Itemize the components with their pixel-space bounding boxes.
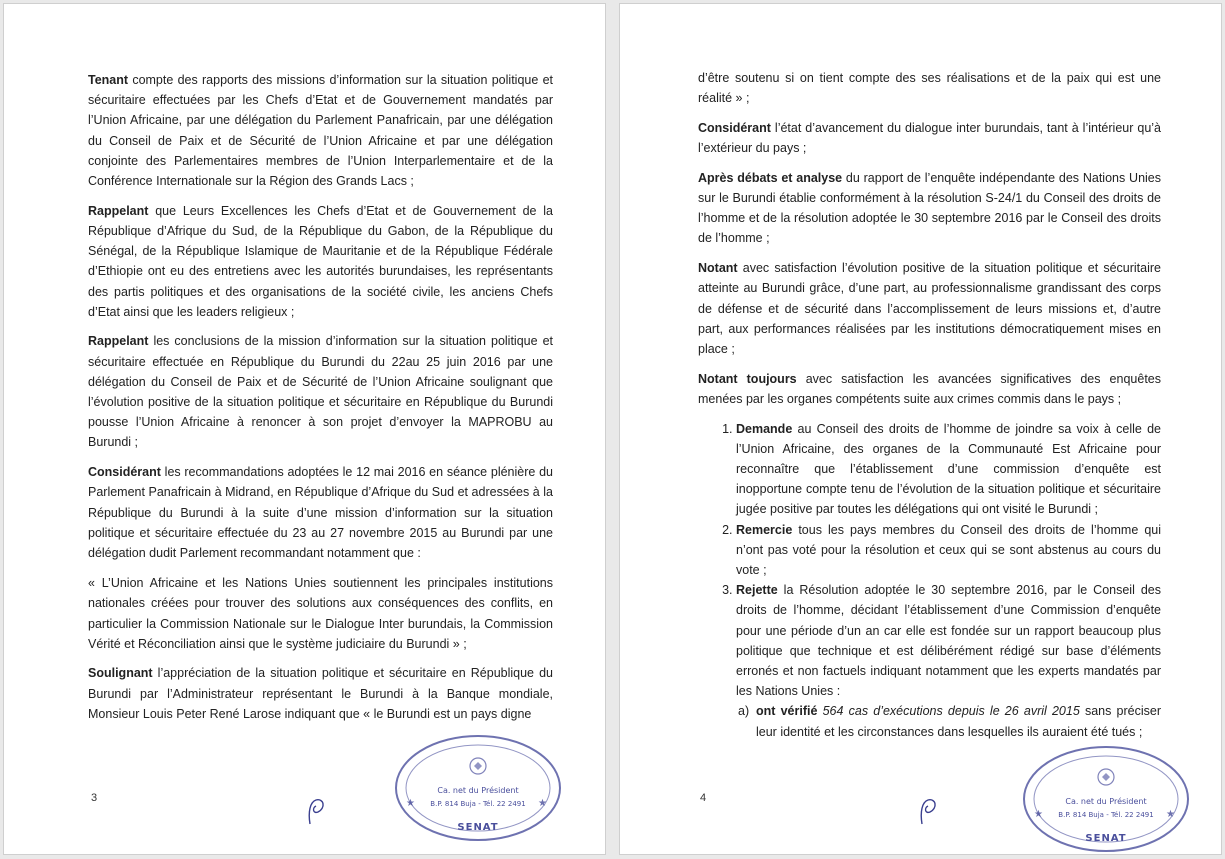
page-body (698, 68, 1161, 742)
paragraph-continuation: d’être soutenu si on tient compte des ses réalisations et de la paix qui est une réalité » ; (698, 71, 1161, 106)
sub-list-item-a: a) ont vérifié 564 cas d’exécutions depuis le 26 avril 2015 sans préciser leur identité et les circonstances dans lesquelles ils auraient été tués ; (738, 704, 1161, 739)
paragraph-notant: Notant avec satisfaction l’évolution positive de la situation politique et sécuritaire atteinte au Burundi grâce, d’une part, au professionnalisme grandissant des corps de défense et de sécurité dans l’accomplissement de leurs missions et, d’autre part, aux performances réalisées par les institutions démocratiquement mises en place ; (698, 261, 1161, 356)
senate-stamp (388, 726, 568, 846)
stamp-line-2: B.P. 814 Buja - Tél. 22 2491 (430, 800, 526, 808)
svg-text:★: ★ (1166, 809, 1175, 820)
document-page-4 (619, 3, 1222, 855)
svg-text:★: ★ (538, 798, 547, 809)
page-number: 4 (700, 792, 707, 804)
signature-initials (304, 794, 330, 828)
paragraph-apres-debats: Après débats et analyse du rapport de l’enquête indépendante des Nations Unies sur le Burundi établie conformément à la résolution S-24/1 du Conseil des droits de l’homme et de la résolution adoptée le 30 septembre 2016 par le Conseil des droits de l’homme ; (698, 170, 1161, 246)
paragraph-tenant: Tenant compte des rapports des missions d’information sur la situation politique et sécuritaire effectuées par les Chefs d’Etat et de Gouvernement mandatés par l’Union Africaine, par une délégation du Parlement Panafricain, par une délégation du Conseil de Paix et de Sécurité de l’Union Africaine et par une délégation conjointe des Parlementaires membres de l’Union Interparlementaire et de la Conférence Internationale sur la Région des Grands Lacs ; (88, 73, 553, 189)
stamp-line-3: SENAT (1085, 833, 1127, 844)
paragraph-rappelant-1: Rappelant que Leurs Excellences les Chefs d’Etat et de Gouvernement de la République d’Afrique du Sud, de la République du Gabon, de la République du Sénégal, de la République Islamique de Mauritanie et de la République Fédérale d’Ethiopie ont eu des entretiens avec les autorités burundaises, les représentants des partis politiques et des organisations de la société civile, les anciens Chefs d’Etat ainsi que les leaders religieux ; (88, 203, 553, 319)
paragraph-quote: « L’Union Africaine et les Nations Unies soutiennent les principales institutions nationales créées pour trouver des solutions aux conséquences des conflits, en particulier la Commission Nationale sur le Dialogue Inter burundais, la Commission Vérité et Réconciliation ainsi que le système judiciaire du Burundi » ; (88, 576, 553, 651)
signature-initials (916, 794, 942, 828)
stamp-line-2: B.P. 814 Buja - Tél. 22 2491 (1058, 811, 1154, 819)
svg-text:★: ★ (1034, 809, 1043, 820)
page-number: 3 (91, 792, 98, 804)
list-item-remercie: 2. Remercie tous les pays membres du Conseil des droits de l’homme qui n’ont pas voté pour la résolution et ceux qui se sont abstenus au cours du vote ; (736, 520, 1161, 581)
list-item-demande: 1. Demande au Conseil des droits de l’homme de joindre sa voix à celle de l’Union Africaine, des organes de la Communauté Est Africaine pour reconnaître que l’établissement d’une commission d’enquête est inopportune compte tenu de l’évolution de la situation politique et sécuritaire jugée positive par toutes les délégations qui ont visité le Burundi ; (736, 419, 1161, 520)
resolution-list (698, 419, 1161, 742)
stamp-line-1: Ca. net du Président (437, 786, 519, 795)
paragraph-notant-toujours: Notant toujours avec satisfaction les avancées significatives des enquêtes menées par les organes compétents suite aux crimes commis dans le pays ; (698, 371, 1161, 406)
list-item-rejette: 3. Rejette la Résolution adoptée le 30 septembre 2016, par le Conseil des droits de l’homme, décidant l’établissement d’une Commission d’enquête pour une période d’un an car elle est fondée sur un rapport beaucoup plus politique que technique et est délibérément rédigé sur base d’éléments erronés et non factuels indiquant notamment que les experts mandatés par les Nations Unies : a) ont vérifié 564 cas d’exécutions depuis le 26 avril 2015 sans préciser leur identité et les circonstances dans lesquelles ils auraient été tués ; (736, 580, 1161, 742)
paragraph-rappelant-2: Rappelant les conclusions de la mission d’information sur la situation politique et sécuritaire effectuée en République du Burundi du 22au 25 juin 2016 par une délégation du Conseil de Paix et de Sécurité de l’Union Africaine soulignant que l’évolution positive de la situation politique et sécuritaire en République du Burundi pousse l’Union Africaine à renoncer à son projet d’envoyer la MAPROBU au Burundi ; (88, 334, 553, 450)
paragraph-considerant: Considérant l’état d’avancement du dialogue inter burundais, tant à l’intérieur qu’à l’extérieur du pays ; (698, 120, 1161, 156)
svg-text:★: ★ (406, 798, 415, 809)
stamp-line-1: Ca. net du Président (1065, 797, 1147, 806)
page-body (88, 70, 553, 734)
stamp-line-3: SENAT (457, 822, 499, 833)
paragraph-considerant: Considérant les recommandations adoptées le 12 mai 2016 en séance plénière du Parlement Panafricain à Midrand, en République d’Afrique du Sud et adressées à la République du Burundi à la suite d’une mission d’information sur la situation politique et sécuritaire effectuée du 23 au 27 novembre 2015 au Burundi par une délégation dudit Parlement recommandant notamment que : (88, 465, 553, 560)
paragraph-soulignant: Soulignant l’appréciation de la situation politique et sécuritaire en République du Burundi par l’Administrateur représentant le Burundi à la Banque mondiale, Monsieur Louis Peter René Larose indiquant que « le Burundi est un pays digne (88, 666, 553, 721)
sub-list (736, 701, 1161, 741)
senate-stamp (1016, 737, 1196, 855)
document-page-3 (3, 3, 606, 855)
